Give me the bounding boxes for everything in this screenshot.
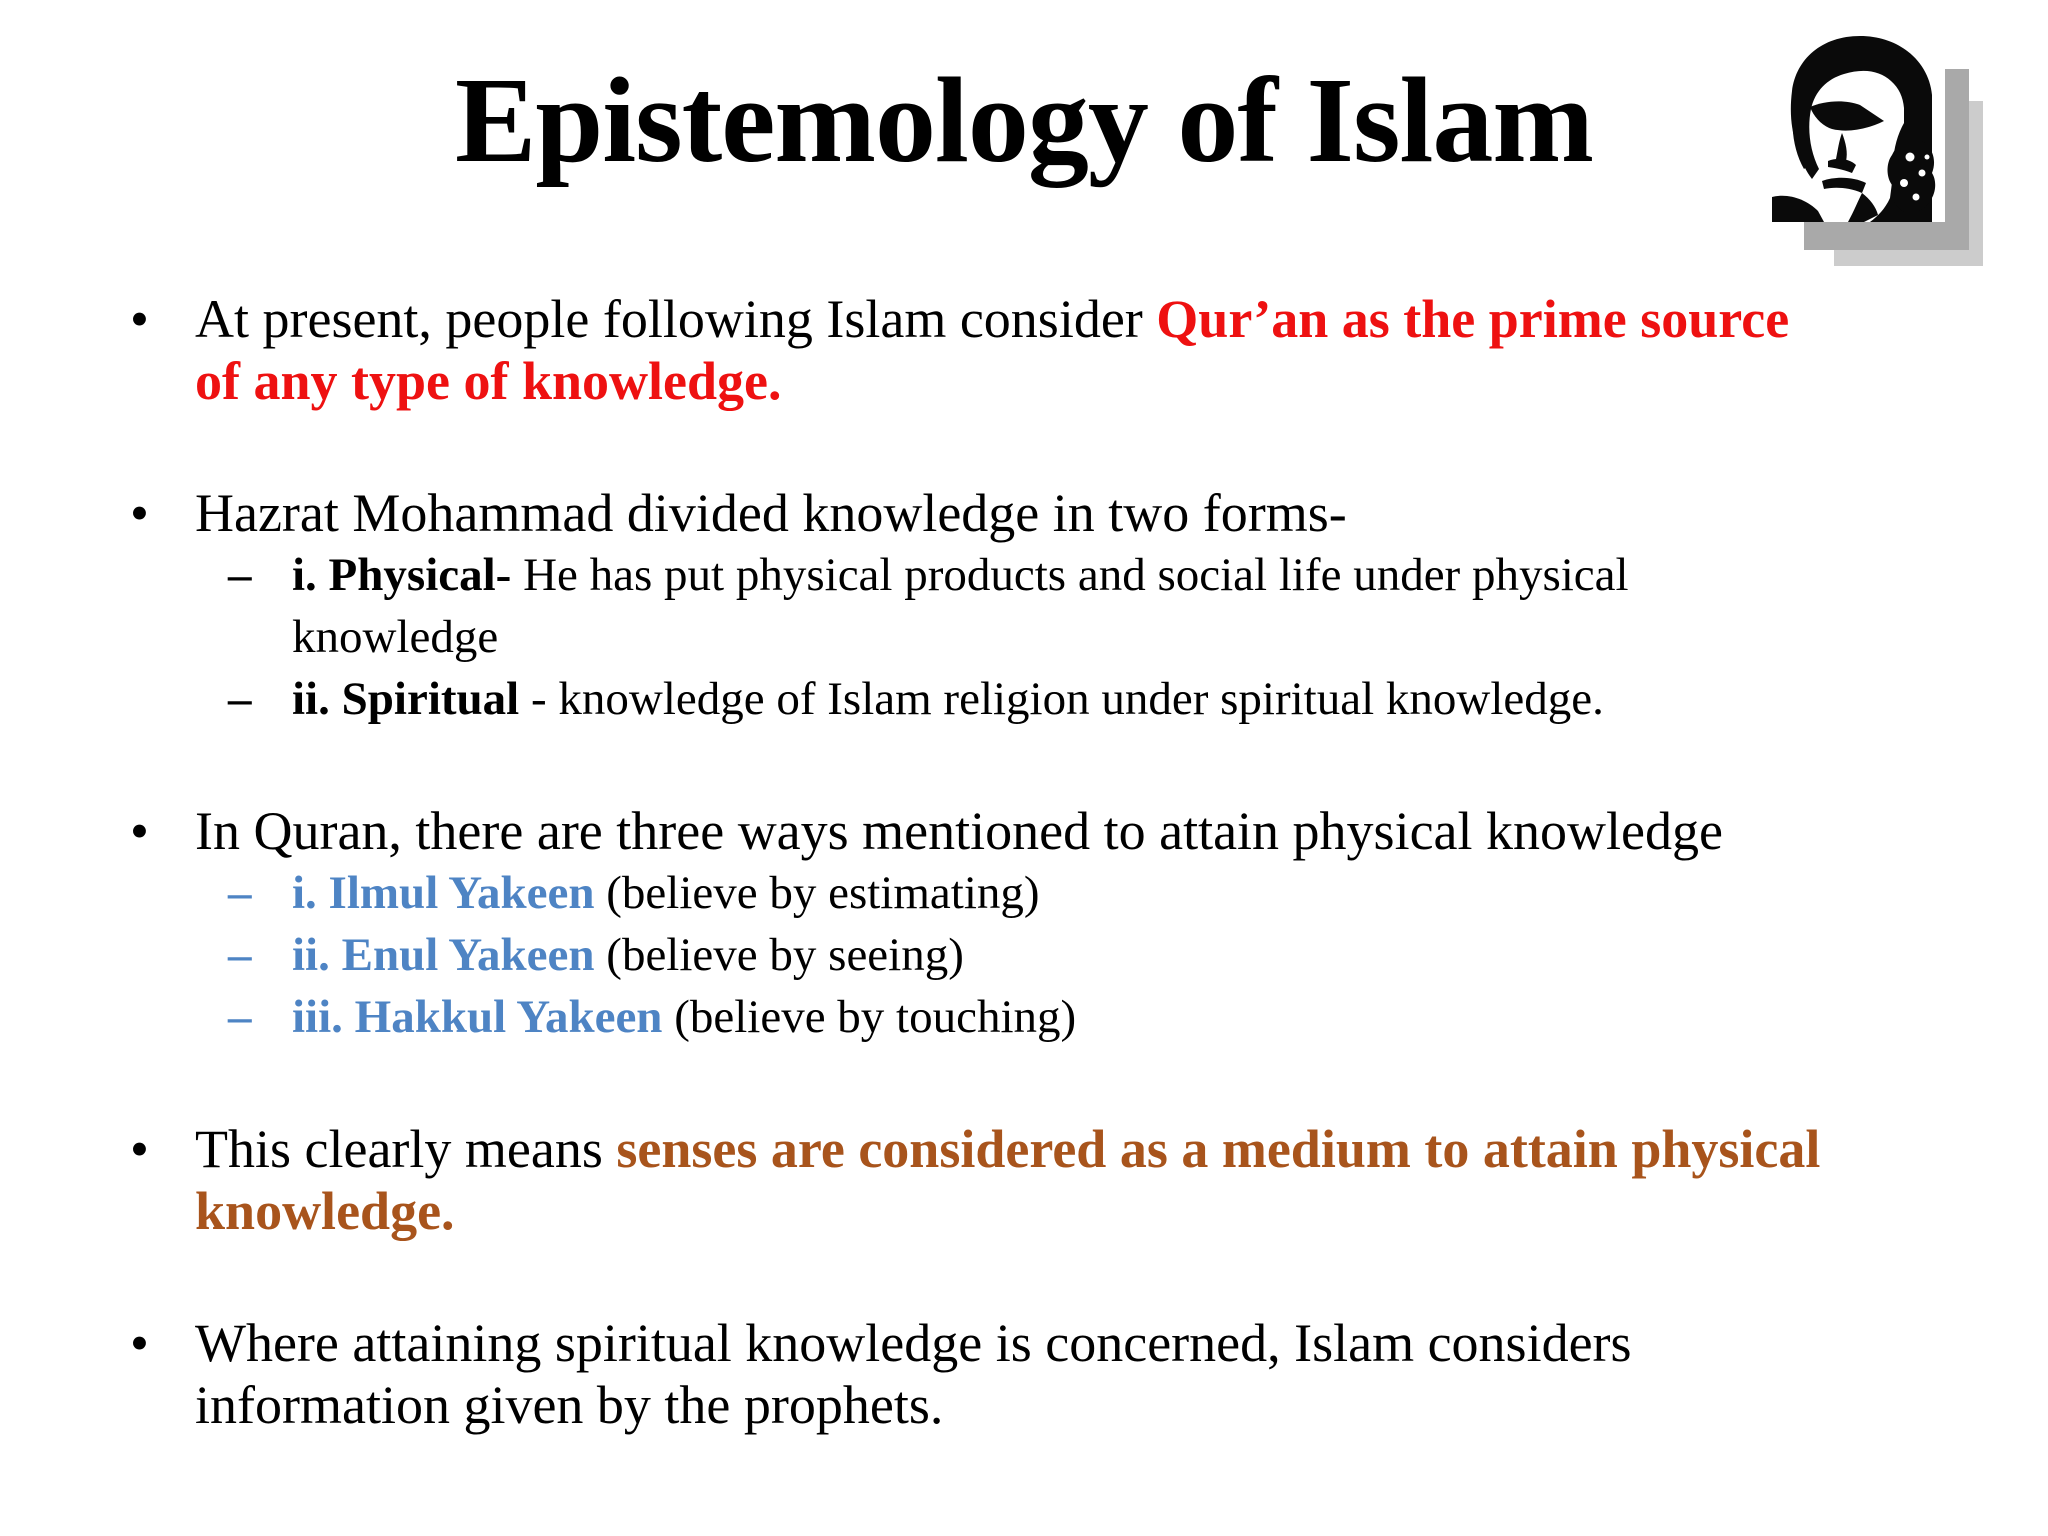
list-item xyxy=(0,544,1988,668)
text-segment: i. Physical- xyxy=(292,549,524,601)
list-item xyxy=(0,1118,1988,1242)
text-segment: of any type of knowledge. xyxy=(195,351,782,411)
list-item-text xyxy=(195,801,1723,861)
list-item xyxy=(0,986,1988,1048)
dash-marker: – xyxy=(228,549,252,601)
text-segment: i. Ilmul Yakeen xyxy=(292,867,595,919)
text-segment: Where attaining spiritual knowledge is concerned, Islam considers xyxy=(195,1313,1632,1373)
list-item-text xyxy=(195,1313,1632,1435)
list-item xyxy=(0,1312,1988,1436)
bullet-list xyxy=(0,288,1988,1436)
text-segment: (believe by touching) xyxy=(662,991,1077,1043)
list-item-text xyxy=(195,483,1347,543)
dash-marker: – xyxy=(228,929,252,981)
list-item-text xyxy=(292,929,964,981)
list-item xyxy=(0,288,1988,412)
text-segment: At present, people following Islam consider xyxy=(195,289,1157,349)
list-item xyxy=(0,482,1988,544)
bullet-marker: • xyxy=(130,483,149,543)
portrait-image xyxy=(1772,33,1945,222)
list-item-text xyxy=(195,289,1789,411)
list-item xyxy=(0,924,1988,986)
dash-marker: – xyxy=(228,673,252,725)
text-segment: iii. Hakkul Yakeen xyxy=(292,991,663,1043)
list-item-text xyxy=(292,673,1604,725)
text-segment: - knowledge of Islam religion under spiritual knowledge. xyxy=(519,673,1604,725)
list-item xyxy=(0,800,1988,862)
bullet-marker: • xyxy=(130,289,149,349)
list-item xyxy=(0,862,1988,924)
list-item-text xyxy=(195,1119,1820,1241)
page-title: Epistemology of Islam xyxy=(455,53,1593,188)
text-segment: knowledge xyxy=(292,611,499,663)
text-segment: Qur’an as the prime source xyxy=(1156,289,1790,349)
text-segment: senses are considered as a medium to attain physical xyxy=(616,1119,1821,1179)
bullet-marker: • xyxy=(130,1313,149,1373)
list-item-text xyxy=(292,867,1040,919)
text-segment: Hazrat Mohammad divided knowledge in two forms- xyxy=(195,483,1347,543)
bullet-marker: • xyxy=(130,801,149,861)
text-segment: knowledge. xyxy=(195,1181,455,1241)
dash-marker: – xyxy=(228,867,252,919)
text-segment: (believe by seeing) xyxy=(594,929,964,981)
list-item-text xyxy=(292,549,1629,663)
text-segment: (believe by estimating) xyxy=(594,867,1040,919)
list-item xyxy=(0,668,1988,730)
dash-marker: – xyxy=(228,991,252,1043)
text-segment: He has put physical products and social life under physical xyxy=(523,549,1629,601)
text-segment: In Quran, there are three ways mentioned to attain physical knowledge xyxy=(195,801,1723,861)
text-segment: information given by the prophets. xyxy=(195,1375,944,1435)
text-segment: ii. Enul Yakeen xyxy=(292,929,595,981)
bullet-marker: • xyxy=(130,1119,149,1179)
face-silhouette-graphic xyxy=(1772,33,1945,222)
text-segment: ii. Spiritual xyxy=(292,673,520,725)
list-item-text xyxy=(292,991,1076,1043)
text-segment: This clearly means xyxy=(195,1119,617,1179)
